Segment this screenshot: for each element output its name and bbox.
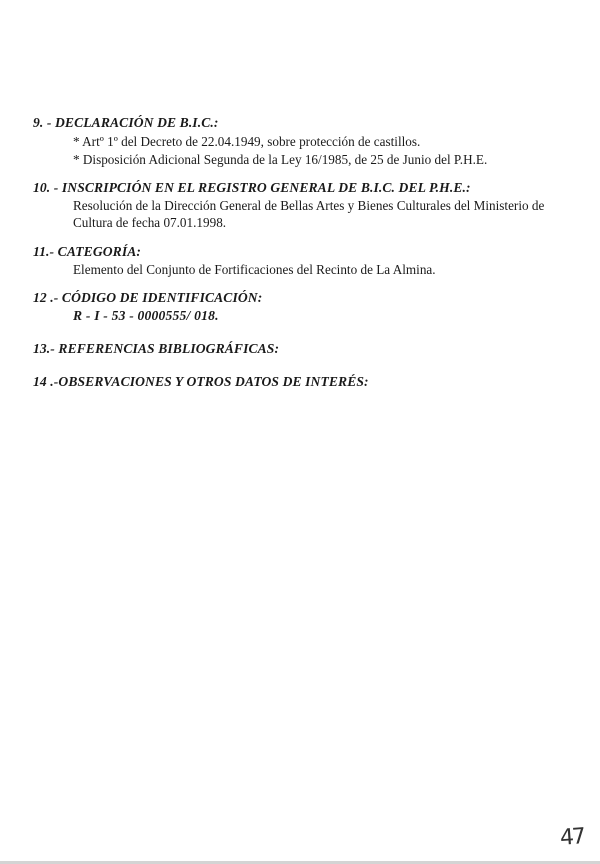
section-12-heading: 12 .- CÓDIGO DE IDENTIFICACIÓN: bbox=[33, 290, 263, 305]
section-10-line-1: Resolución de la Dirección General de Bellas Artes y Bienes Culturales del Ministerio de bbox=[73, 198, 545, 213]
section-13-heading: 13.- REFERENCIAS BIBLIOGRÁFICAS: bbox=[33, 341, 280, 356]
section-9-line-2: * Disposición Adicional Segunda de la Ley 16/1985, de 25 de Junio del P.H.E. bbox=[73, 152, 488, 167]
section-9-heading: 9. - DECLARACIÓN DE B.I.C.: bbox=[33, 115, 219, 130]
section-10-line-2: Cultura de fecha 07.01.1998. bbox=[73, 215, 227, 230]
section-11-heading: 11.- CATEGORÍA: bbox=[33, 244, 142, 259]
section-9-line-1: * Artº 1º del Decreto de 22.04.1949, sobre protección de castillos. bbox=[73, 134, 421, 149]
identification-code: R - I - 53 - 0000555/ 018. bbox=[73, 308, 219, 323]
handwritten-page-number: 47 bbox=[559, 824, 585, 851]
section-14-heading: 14 .-OBSERVACIONES Y OTROS DATOS DE INTERÉS: bbox=[33, 374, 369, 389]
section-11-line-1: Elemento del Conjunto de Fortificaciones del Recinto de La Almina. bbox=[73, 262, 436, 277]
section-10-heading: 10. - INSCRIPCIÓN EN EL REGISTRO GENERAL DE B.I.C. DEL P.H.E.: bbox=[33, 180, 471, 195]
